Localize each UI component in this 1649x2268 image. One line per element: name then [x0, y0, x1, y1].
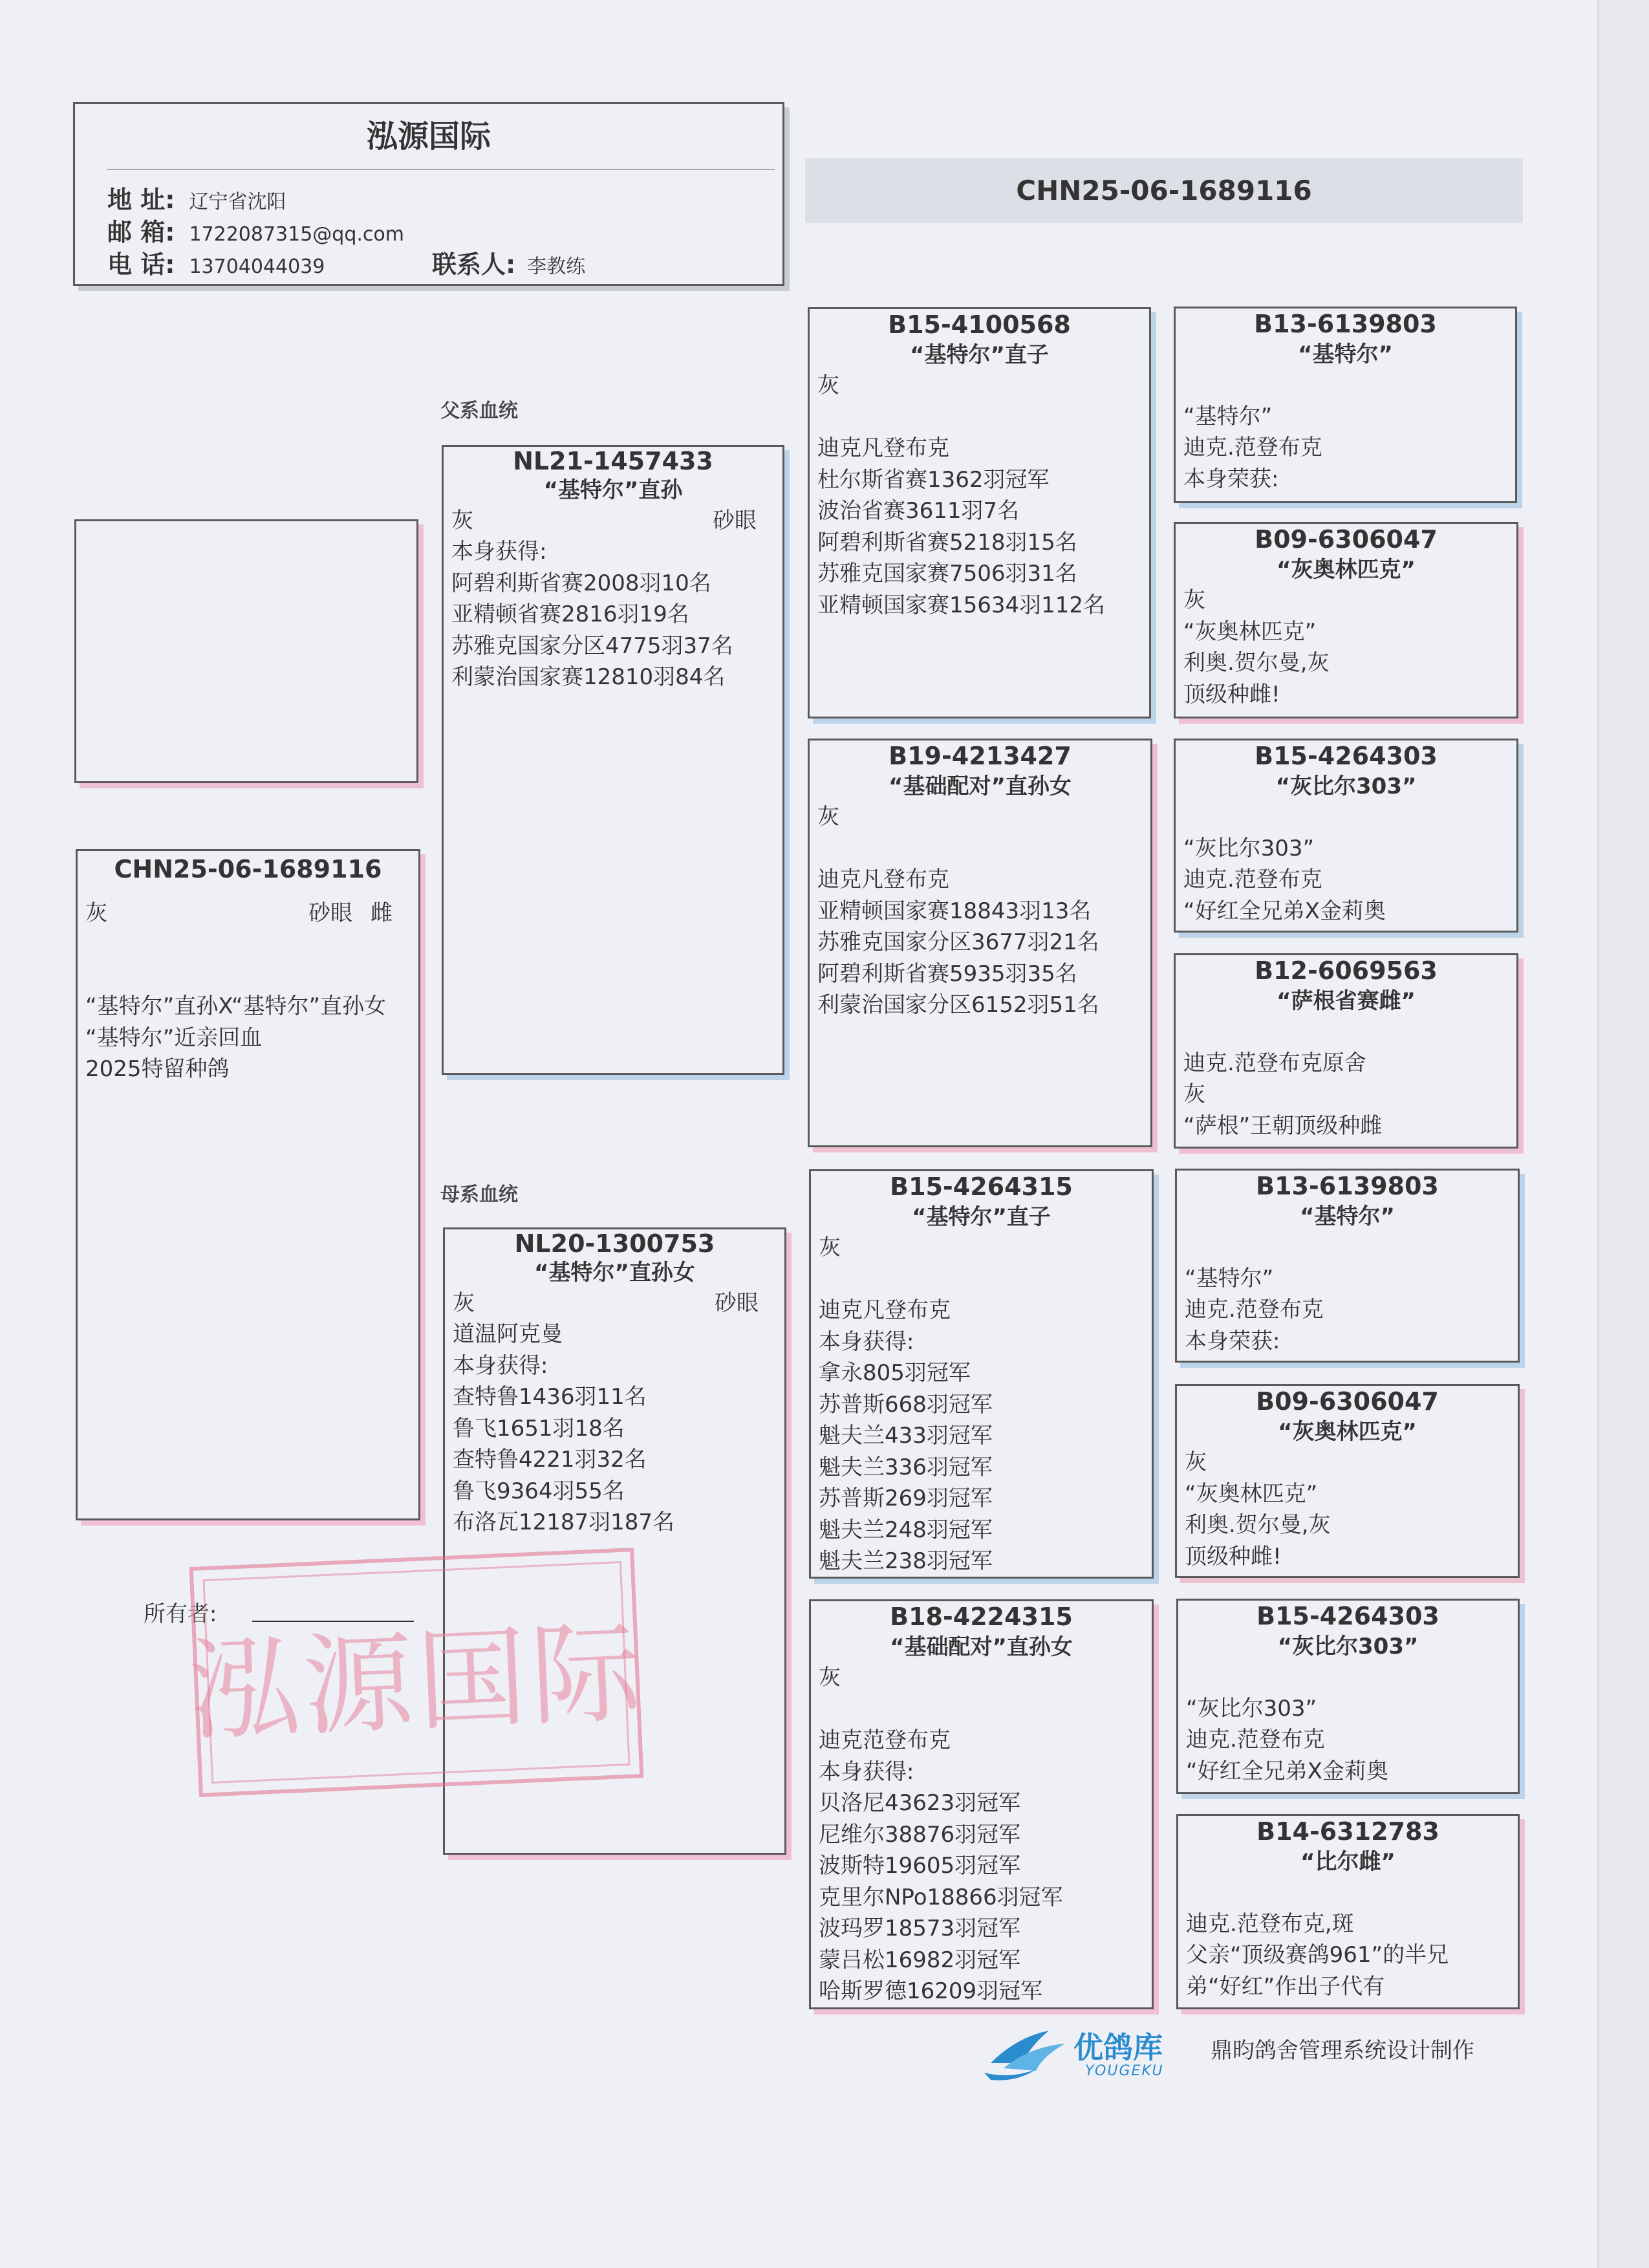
stamp-text: 泓源国际 [186, 1608, 647, 1756]
phone-label: 电 话: [107, 250, 175, 279]
ring-number-banner: CHN25-06-1689116 [805, 158, 1523, 223]
contact-row [432, 248, 585, 283]
ggp-line: “好红全兄弟X金莉奥 [1186, 1758, 1388, 1784]
ggp-line [1177, 1231, 1518, 1263]
ggp-name: “灰比尔303” [1275, 773, 1417, 799]
sire-record-line: 本身获得: [451, 539, 547, 565]
dam-record-line: 查特鲁4221羽32名 [453, 1447, 647, 1473]
great-grandparent-card [1174, 953, 1518, 1149]
gp-ring-number: B19-4213427 [889, 742, 1072, 770]
ggp-line: 本身荣获: [1185, 1328, 1280, 1354]
address-row [107, 184, 286, 219]
gp-record-line: 本身获得: [819, 1758, 914, 1785]
ggp-line: “灰奥林匹克” [1185, 1480, 1318, 1507]
ggp-line: 利奥.贺尔曼,灰 [1183, 650, 1330, 676]
ggp-line: 迪克.范登布克 [1183, 867, 1322, 892]
gp-record-line: 波玛罗18573羽冠军 [819, 1916, 1021, 1941]
gp-record-line: 克里尔NPo18866羽冠军 [819, 1884, 1063, 1910]
gp-record-line [810, 402, 1149, 433]
great-grandparent-card [1174, 522, 1518, 718]
ggp-line: 利奥.贺尔曼,灰 [1185, 1512, 1331, 1538]
ggp-line: 本身荣获: [1183, 466, 1279, 492]
granddam-maternal-card [809, 1599, 1154, 2009]
ggp-line [1176, 369, 1515, 401]
gp-name: “基础配对”直孙女 [889, 773, 1072, 799]
gp-record-line: 波斯特19605羽冠军 [819, 1853, 1021, 1879]
gp-record-line: 波治省赛3611羽7名 [817, 498, 1020, 524]
loft-header-card [73, 102, 784, 286]
phone-value: 13704044039 [189, 255, 325, 278]
ggp-line: “灰比尔303” [1183, 835, 1315, 861]
gp-record-line: 苏雅克国家赛7506羽31名 [817, 561, 1077, 587]
gp-record-line: 灰 [819, 1665, 841, 1690]
gp-record-line: 迪克凡登布克 [819, 1297, 951, 1323]
dam-traits [445, 1288, 784, 1319]
sire-record-line: 利蒙治国家赛12810羽84名 [451, 664, 726, 690]
gp-record-line: 魁夫兰238羽冠军 [819, 1548, 993, 1573]
ggp-name: “灰奥林匹克” [1277, 557, 1416, 583]
dam-record-line: 鲁飞1651羽18名 [453, 1415, 625, 1442]
sire-name: “基特尔”直孙 [543, 477, 683, 503]
ggp-ring-number: B14-6312783 [1256, 1817, 1439, 1846]
gp-record [810, 801, 1150, 1021]
gp-record-line: 贝洛尼43623羽冠军 [819, 1790, 1021, 1816]
dam-record-line: 鲁飞9364羽55名 [453, 1478, 625, 1504]
pigeon-wave-logo-icon [978, 2018, 1075, 2085]
dam-name: “基特尔”直孙女 [534, 1260, 695, 1286]
subject-eye: 砂眼 [308, 900, 352, 926]
gp-record-line: 阿碧利斯省赛5218羽15名 [817, 529, 1077, 556]
gp-name: “基特尔”直子 [912, 1204, 1051, 1230]
sire-color: 灰 [451, 508, 473, 534]
subject-color: 灰 [85, 900, 107, 926]
ggp-ring-number: B15-4264303 [1255, 742, 1438, 770]
great-grandparent-card [1176, 1814, 1520, 2009]
dam-line-label: 母系血统 [440, 1183, 518, 1206]
sire-ring-number: NL21-1457433 [513, 447, 713, 475]
ggp-ring-number: B09-6306047 [1256, 1387, 1439, 1416]
great-grandparent-card [1174, 739, 1518, 933]
dam-color: 灰 [453, 1290, 475, 1316]
subject-eye-sex [308, 898, 393, 929]
ggp-line: “萨根”王朝顶级种雌 [1183, 1112, 1383, 1139]
email-row [107, 216, 404, 251]
ggp-line: “基特尔” [1185, 1265, 1274, 1291]
ggp-line [1178, 1877, 1518, 1908]
header-divider [107, 169, 775, 170]
ggp-line: 弟“好红”作出子代有 [1186, 1973, 1385, 2000]
gp-record [811, 1232, 1152, 1573]
ggp-line: 迪克.范登布克原舍 [1183, 1050, 1366, 1076]
gp-record-line: 尼维尔38876羽冠军 [819, 1821, 1021, 1848]
ggp-line [1178, 1661, 1518, 1693]
ggp-name: “比尔雌” [1300, 1849, 1396, 1875]
subject-traits [78, 898, 418, 929]
contact-label: 联系人: [432, 250, 516, 279]
contact-value: 李教练 [527, 255, 586, 278]
gp-ring-number: B15-4264315 [890, 1172, 1073, 1201]
address-value: 辽宁省沈阳 [189, 191, 286, 213]
dam-ring-number: NL20-1300753 [514, 1229, 715, 1258]
gp-record [810, 370, 1149, 621]
ggp-ring-number: B12-6069563 [1255, 956, 1438, 985]
subject-note: “基特尔”直孙X“基特尔”直孙女 [85, 993, 387, 1019]
ggp-line: 灰 [1183, 1081, 1205, 1107]
gp-record-line: 灰 [817, 373, 839, 398]
gp-record-line: 本身获得: [819, 1328, 914, 1355]
paper-edge [1597, 0, 1649, 2268]
gp-record-line: 魁夫兰336羽冠军 [819, 1454, 993, 1480]
gp-record-line: 迪克凡登布克 [817, 867, 949, 892]
phone-row [107, 248, 325, 283]
gp-record-line: 蒙吕松16982羽冠军 [819, 1947, 1021, 1973]
gp-record-line: 拿永805羽冠军 [819, 1360, 971, 1386]
footer-brand-en: YOUGEKU [1085, 2063, 1164, 2079]
ggp-line: 迪克.范登布克 [1186, 1727, 1325, 1753]
gp-record-line: 杜尔斯省赛1362羽冠军 [817, 466, 1050, 493]
gp-record-line: 哈斯罗德16209羽冠军 [819, 1978, 1043, 2004]
sire-traits [444, 505, 782, 536]
gp-record-line: 魁夫兰433羽冠军 [819, 1423, 993, 1449]
dam-record-line: 查特鲁1436羽11名 [453, 1384, 647, 1410]
sire-line-label: 父系血统 [440, 400, 518, 422]
granddam-paternal-card [808, 739, 1152, 1147]
gp-ring-number: B15-4100568 [888, 310, 1071, 339]
great-grandparent-card [1176, 1599, 1520, 1794]
ggp-line [1176, 1016, 1516, 1048]
ggp-name: “灰奥林匹克” [1278, 1419, 1417, 1445]
subject-note: “基特尔”近亲回血 [85, 1024, 263, 1051]
subject-notes [78, 991, 418, 1085]
subject-sex: 雌 [371, 900, 393, 926]
gp-record-line: 魁夫兰248羽冠军 [819, 1517, 993, 1543]
ggp-name: “萨根省赛雌” [1277, 988, 1416, 1014]
subject-note: 2025特留种鸽 [85, 1056, 230, 1082]
loft-name: 泓源国际 [366, 118, 491, 155]
ggp-line [1176, 801, 1516, 833]
ggp-name: “基特尔” [1298, 341, 1393, 367]
ggp-line: “灰奥林匹克” [1183, 618, 1317, 645]
ggp-ring-number: B15-4264303 [1256, 1602, 1439, 1630]
gp-record-line [810, 833, 1150, 865]
ggp-line: 顶级种雌! [1183, 681, 1280, 707]
gp-name: “基础配对”直孙女 [890, 1634, 1073, 1660]
sire-record-line: 阿碧利斯省赛2008羽10名 [451, 570, 711, 596]
pigeon-photo-frame [74, 519, 418, 783]
great-grandparent-card [1174, 307, 1517, 503]
grandsire-paternal-card [808, 307, 1151, 718]
dam-record [445, 1319, 784, 1539]
ggp-line: “基特尔” [1183, 403, 1273, 429]
footer-brand: 优鸽库 [1073, 2030, 1163, 2065]
gp-record-line: 利蒙治国家分区6152羽51名 [817, 992, 1099, 1018]
stamp-inner-border [202, 1561, 630, 1784]
sire-card [442, 445, 784, 1075]
ggp-line: 顶级种雌! [1185, 1543, 1282, 1570]
gp-ring-number: B18-4224315 [890, 1603, 1073, 1631]
ggp-line: 迪克.范登布克 [1185, 1297, 1324, 1323]
ggp-line: 父亲“顶级赛鸽961”的半兄 [1186, 1942, 1449, 1968]
owner-label: 所有者: [144, 1601, 217, 1627]
subject-pigeon-card [76, 849, 420, 1520]
ggp-ring-number: B13-6139803 [1254, 310, 1437, 338]
subject-ring-number: CHN25-06-1689116 [114, 855, 382, 883]
ggp-line: 灰 [1185, 1449, 1207, 1475]
ggp-line: 灰 [1183, 587, 1205, 613]
email-label: 邮 箱: [107, 218, 175, 246]
ggp-ring-number: B09-6306047 [1255, 525, 1438, 554]
ggp-line: 迪克.范登布克,斑 [1186, 1910, 1354, 1937]
gp-record-line [811, 1694, 1152, 1725]
dam-record-line: 道温阿克曼 [453, 1321, 563, 1347]
gp-record-line [811, 1264, 1152, 1295]
loft-seal-stamp [186, 1548, 647, 1797]
footer-credit: 鼎昀鸽舍管理系统设计制作 [1211, 2038, 1474, 2064]
ggp-line: 迪克.范登布克 [1183, 435, 1322, 460]
ggp-line: “灰比尔303” [1186, 1695, 1317, 1722]
gp-record-line: 苏雅克国家分区3677羽21名 [817, 929, 1099, 955]
gp-record [811, 1662, 1152, 2005]
gp-record-line: 灰 [819, 1235, 841, 1260]
gp-record-line: 迪克凡登布克 [817, 435, 949, 461]
gp-record-line: 苏普斯269羽冠军 [819, 1485, 993, 1511]
sire-record-line: 亚精顿省赛2816羽19名 [451, 601, 689, 627]
dam-record-line: 布洛瓦12187羽187名 [453, 1509, 675, 1535]
email-value: 1722087315@qq.com [189, 223, 405, 246]
dam-eye: 砂眼 [715, 1290, 759, 1316]
dam-record-line: 本身获得: [453, 1352, 548, 1379]
ggp-name: “基特尔” [1300, 1204, 1395, 1229]
sire-eye: 砂眼 [713, 508, 757, 534]
sire-record [444, 536, 782, 693]
gp-record-line: 阿碧利斯省赛5935羽35名 [817, 960, 1077, 987]
gp-name: “基特尔”直子 [910, 342, 1049, 368]
great-grandparent-card [1175, 1384, 1520, 1578]
gp-record-line: 亚精顿国家赛18843羽13名 [817, 898, 1092, 924]
ggp-ring-number: B13-6139803 [1256, 1172, 1439, 1200]
great-grandparent-card [1175, 1169, 1520, 1363]
gp-record-line: 亚精顿国家赛15634羽112名 [817, 592, 1106, 618]
ggp-name: “灰比尔303” [1277, 1634, 1419, 1659]
grandsire-maternal-card [809, 1169, 1154, 1579]
gp-record-line: 灰 [817, 804, 839, 830]
gp-record-line: 迪克范登布克 [819, 1727, 951, 1753]
gp-record-line: 苏普斯668羽冠军 [819, 1391, 993, 1418]
ggp-line: “好红全兄弟X金莉奥 [1183, 898, 1386, 924]
sire-record-line: 苏雅克国家分区4775羽37名 [451, 632, 733, 659]
address-label: 地 址: [107, 186, 175, 214]
